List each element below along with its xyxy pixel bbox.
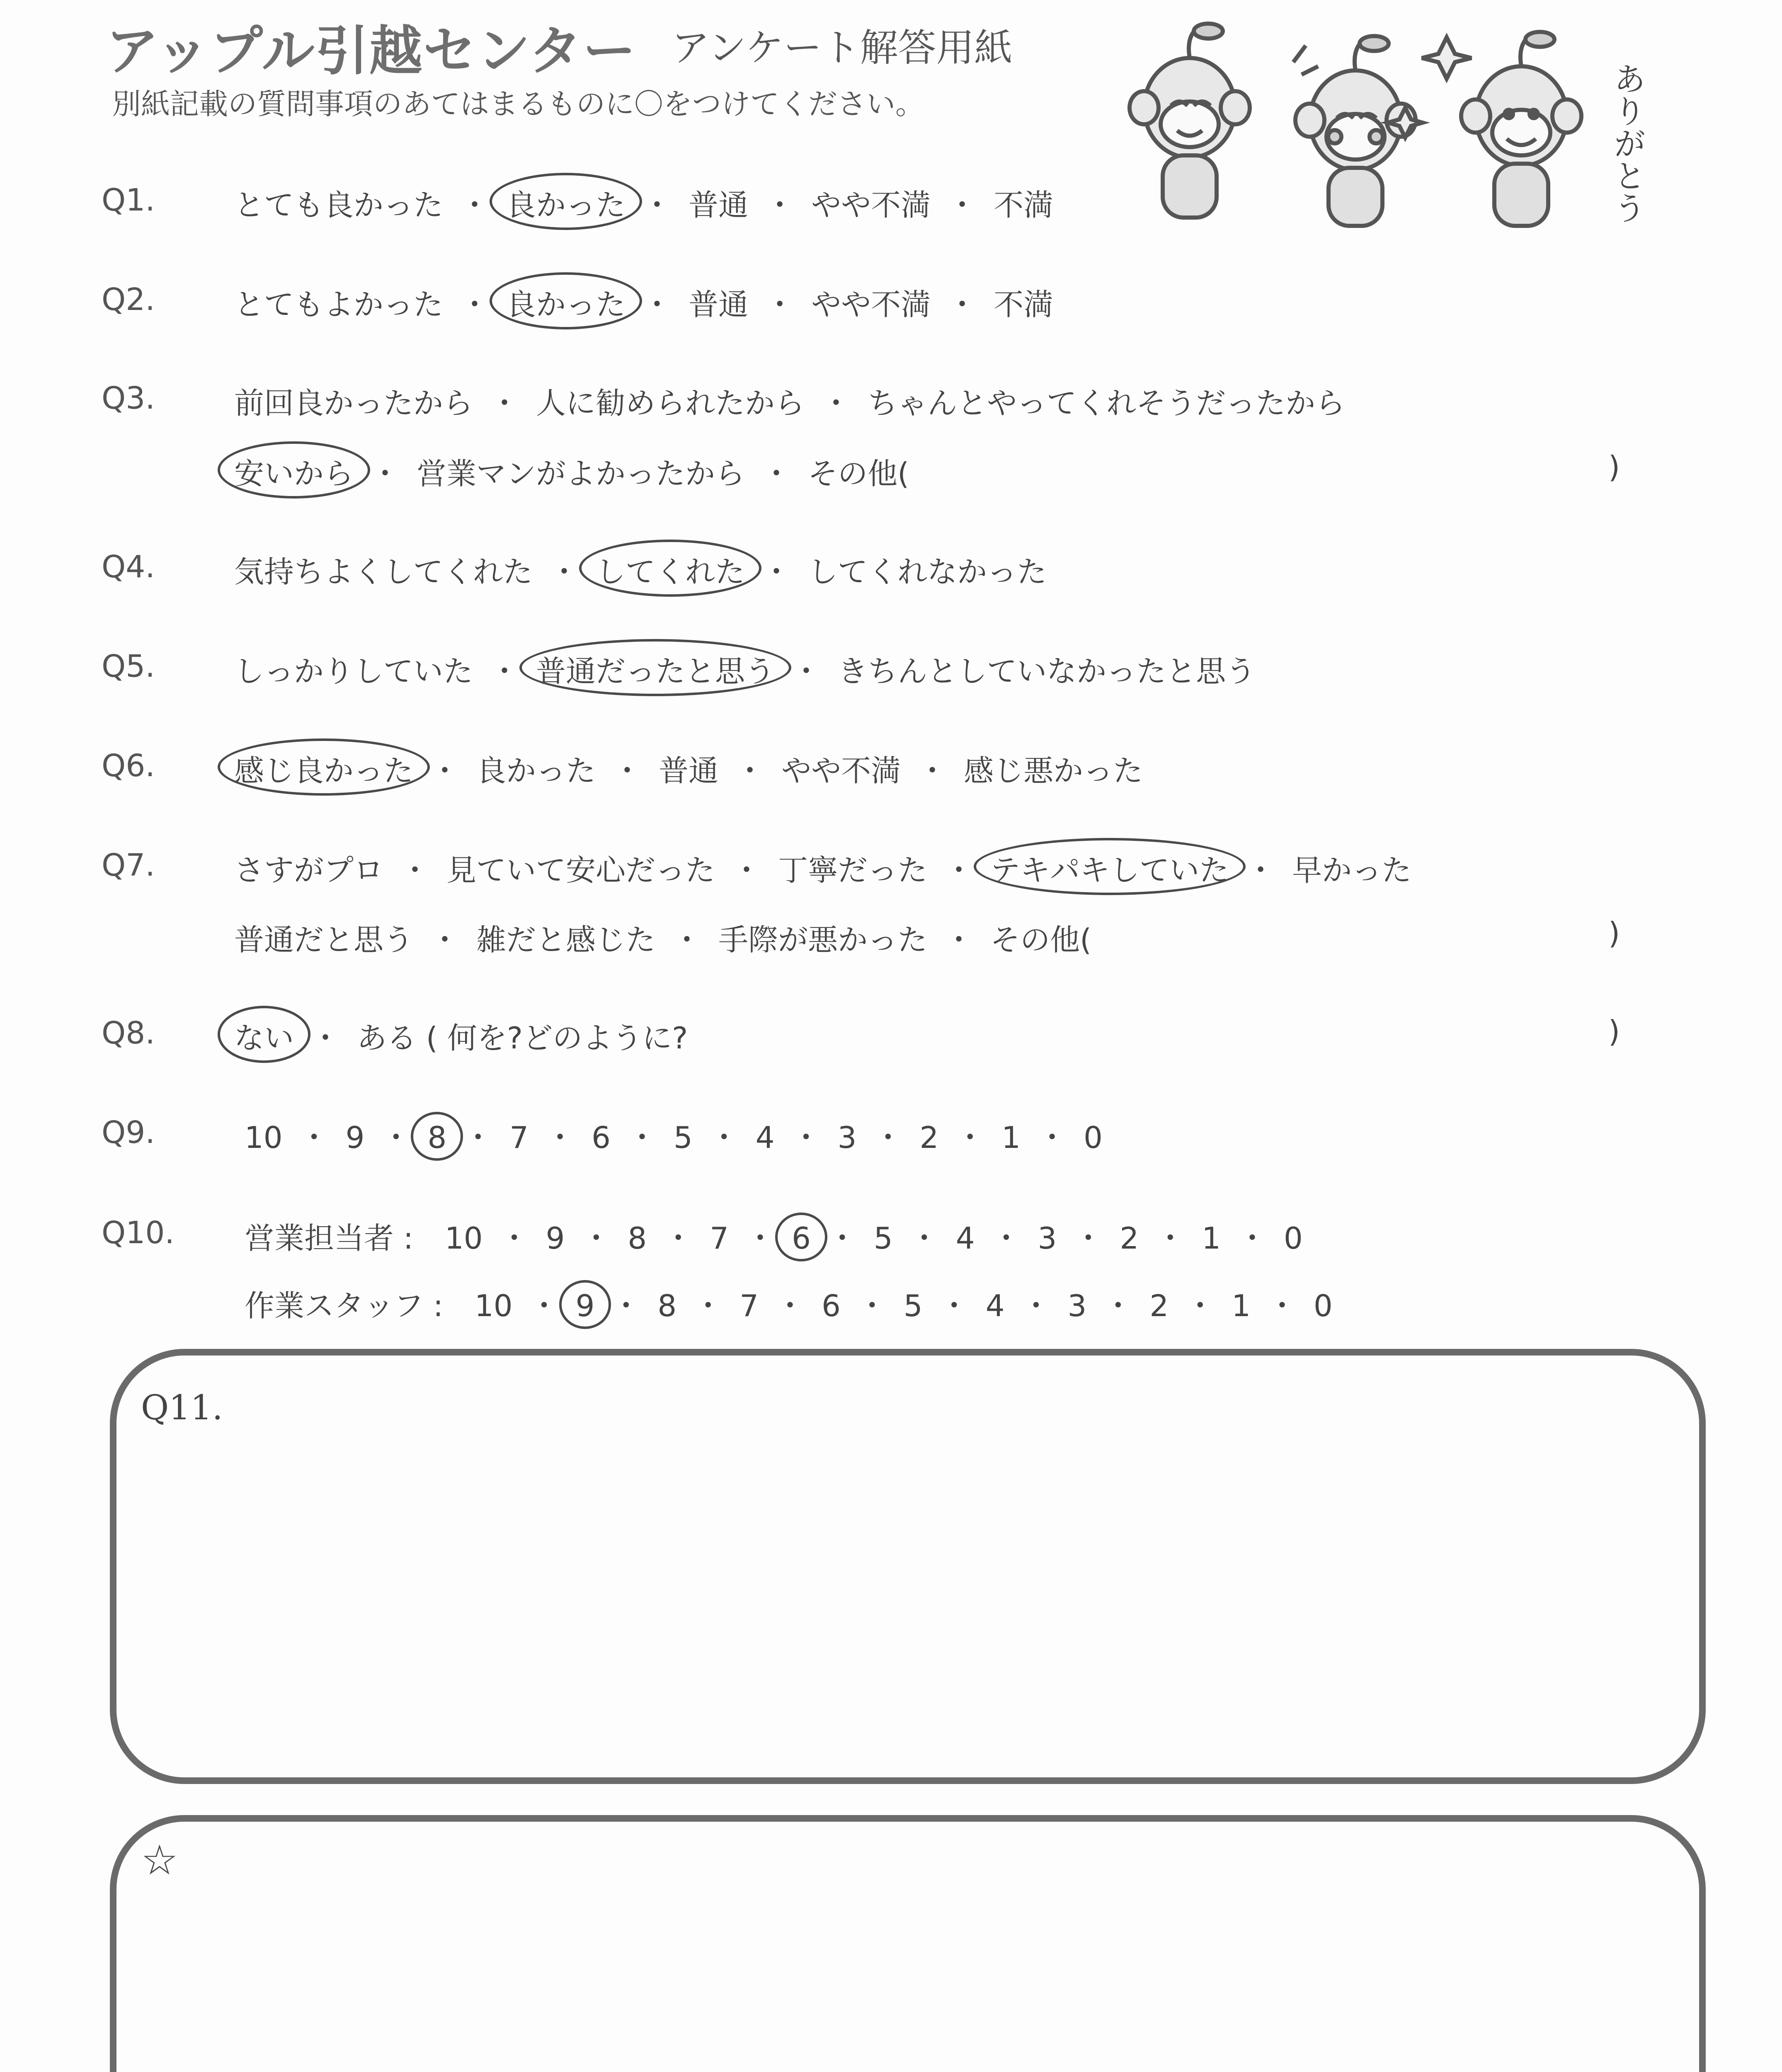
q7-option-6[interactable]: 普通だと思う [234, 922, 414, 957]
q5-label: Q5. [102, 649, 155, 684]
q10-sales-label: 営業担当者 : [245, 1221, 414, 1256]
q10-staff-score-7[interactable]: 7 [739, 1288, 759, 1323]
q1-option-5[interactable]: 不満 [994, 188, 1054, 223]
q10-sales-score-10[interactable]: 10 [444, 1221, 483, 1256]
q3-option-3[interactable]: ちゃんとやってくれそうだったから [868, 386, 1346, 421]
q9-score-5[interactable]: 5 [673, 1120, 693, 1155]
monkey-mascot-3 [1461, 32, 1581, 226]
q9-score-7[interactable]: 7 [509, 1120, 529, 1155]
q10-sales-score-1[interactable]: 1 [1202, 1221, 1221, 1256]
q11-label: Q11. [141, 1388, 223, 1428]
q5-option-3[interactable]: きちんとしていなかったと思う [838, 654, 1256, 689]
q4-options: 気持ちよくしてくれた ・ してくれた ・ してくれなかった [234, 548, 1047, 591]
q10-sales-score-4[interactable]: 4 [955, 1221, 975, 1256]
q10-sales-score-2[interactable]: 2 [1120, 1221, 1139, 1256]
q2-option-5[interactable]: 不満 [994, 287, 1054, 322]
q4-option-1[interactable]: 気持ちよくしてくれた [234, 554, 533, 589]
q8-label: Q8. [102, 1015, 155, 1051]
q4-option-3[interactable]: してくれなかった [808, 554, 1047, 589]
q10-staff-score-10[interactable]: 10 [474, 1288, 513, 1323]
q4-option-2-circled[interactable]: してくれた [596, 548, 745, 591]
q5-option-1[interactable]: しっかりしていた [234, 654, 473, 689]
q9-score-4[interactable]: 4 [755, 1120, 775, 1155]
q6-option-5[interactable]: 感じ悪かった [964, 753, 1143, 788]
q3-options-line-1: 前回良かったから ・ 人に勧められたから ・ ちゃんとやってくれそうだったから [234, 379, 1345, 422]
q3-label: Q3. [102, 380, 155, 416]
q2-option-4[interactable]: やや不満 [811, 287, 931, 322]
q6-option-2[interactable]: 良かった [476, 753, 596, 788]
q7-option-1[interactable]: さすがプロ [234, 853, 384, 888]
q3-options-line-2: 安いから ・ 営業マンがよかったから ・ その他( [234, 450, 909, 493]
q6-option-1-circled[interactable]: 感じ良かった [234, 747, 413, 790]
q10-staff-score-0[interactable]: 0 [1314, 1288, 1333, 1323]
q10-staff-score-1[interactable]: 1 [1232, 1288, 1251, 1323]
q7-options-line-1: さすがプロ ・ 見ていて安心だった ・ 丁寧だった ・ テキパキしていた ・ 早かった [234, 846, 1411, 889]
q6-label: Q6. [102, 748, 155, 784]
q11-comment-box[interactable] [110, 1349, 1706, 1784]
q3-option-2[interactable]: 人に勧められたから [536, 386, 805, 421]
q1-option-1[interactable]: とても良かった [234, 188, 444, 223]
q3-option-other[interactable]: その他( [808, 456, 909, 491]
q7-option-5[interactable]: 早かった [1292, 853, 1412, 888]
q5-options: しっかりしていた ・ 普通だったと思う ・ きちんとしていなかったと思う [234, 647, 1256, 690]
q1-options: とても良かった ・ 良かった ・ 普通 ・ やや不満 ・ 不満 [234, 181, 1053, 224]
monkey-mascot-2 [1295, 36, 1416, 226]
q1-option-4[interactable]: やや不満 [811, 188, 931, 223]
q9-score-1[interactable]: 1 [1001, 1120, 1021, 1155]
q7-option-4-circled[interactable]: テキパキしていた [990, 846, 1229, 889]
q10-sales-row: 営業担当者 : 10 ・ 9 ・ 8 ・ 7 ・ 6 ・ 5 ・ 4 ・ 3 ・ 2 ・ 1 ・ 0 [245, 1214, 1303, 1257]
q7-option-3[interactable]: 丁寧だった [778, 853, 928, 888]
q1-label: Q1. [102, 182, 155, 218]
q8-option-1-circled[interactable]: ない [234, 1014, 294, 1057]
q7-option-other[interactable]: その他( [990, 922, 1092, 957]
q7-label: Q7. [102, 847, 155, 883]
monkey-mascot-1 [1130, 24, 1250, 218]
q2-option-3[interactable]: 普通 [689, 287, 749, 322]
q10-staff-score-6[interactable]: 6 [822, 1288, 841, 1323]
q9-scale: 10 ・ 9 ・ 8 ・ 7 ・ 6 ・ 5 ・ 4 ・ 3 ・ 2 ・ 1 ・ 0 [245, 1120, 1103, 1155]
q10-sales-score-9[interactable]: 9 [546, 1221, 565, 1256]
q9-score-8-circled[interactable]: 8 [427, 1120, 447, 1155]
q7-option-8[interactable]: 手際が悪かった [718, 922, 928, 957]
q10-staff-score-8[interactable]: 8 [657, 1288, 677, 1323]
q6-options: 感じ良かった ・ 良かった ・ 普通 ・ やや不満 ・ 感じ悪かった [234, 747, 1143, 790]
q9-score-0[interactable]: 0 [1084, 1120, 1103, 1155]
q2-options: とてもよかった ・ 良かった ・ 普通 ・ やや不満 ・ 不満 [234, 281, 1053, 324]
star-label: ☆ [141, 1836, 178, 1884]
q10-staff-label: 作業スタッフ : [245, 1288, 444, 1323]
q9-score-10[interactable]: 10 [245, 1120, 283, 1155]
q9-score-2[interactable]: 2 [919, 1120, 939, 1155]
q8-paren-close: ) [1608, 1014, 1620, 1049]
q4-label: Q4. [102, 549, 155, 585]
q10-sales-score-6-circled[interactable]: 6 [792, 1221, 811, 1256]
q2-option-1[interactable]: とてもよかった [234, 287, 444, 322]
q10-staff-score-3[interactable]: 3 [1067, 1288, 1087, 1323]
star-comment-box[interactable] [110, 1815, 1706, 2072]
q3-option-4-circled[interactable]: 安いから [234, 450, 354, 493]
q7-option-2[interactable]: 見ていて安心だった [446, 853, 715, 888]
monkey-mascots-illustration [1119, 12, 1691, 244]
q2-label: Q2. [102, 282, 155, 317]
document-subtitle: アンケート解答用紙 [672, 26, 1013, 70]
q10-staff-score-5[interactable]: 5 [903, 1288, 923, 1323]
q7-option-7[interactable]: 雑だと感じた [476, 922, 656, 957]
q10-sales-score-3[interactable]: 3 [1038, 1221, 1057, 1256]
q1-option-3[interactable]: 普通 [689, 188, 749, 223]
q9-score-9[interactable]: 9 [345, 1120, 365, 1155]
q9-score-6[interactable]: 6 [592, 1120, 611, 1155]
q3-option-1[interactable]: 前回良かったから [234, 386, 473, 421]
q10-sales-score-0[interactable]: 0 [1284, 1221, 1303, 1256]
q10-staff-score-9-circled[interactable]: 9 [575, 1288, 595, 1323]
q7-paren-close: ) [1608, 916, 1620, 951]
thank-you-text: ありがとう [1608, 62, 1646, 224]
q3-option-5[interactable]: 営業マンがよかったから [417, 456, 745, 491]
q10-label: Q10. [102, 1215, 175, 1251]
q8-options: ない ・ ある ( 何を?どのように? [234, 1014, 688, 1057]
q7-options-line-2: 普通だと思う ・ 雑だと感じた ・ 手際が悪かった ・ その他( [234, 916, 1091, 959]
q10-sales-score-7[interactable]: 7 [710, 1221, 729, 1256]
q8-option-2[interactable]: ある ( 何を?どのように? [357, 1021, 688, 1055]
q6-option-4[interactable]: やや不満 [781, 753, 901, 788]
instruction-text: 別紙記載の質問事項のあてはまるものに〇をつけてください。 [112, 87, 924, 121]
q10-staff-score-4[interactable]: 4 [985, 1288, 1005, 1323]
q10-staff-score-2[interactable]: 2 [1149, 1288, 1169, 1323]
q10-sales-score-5[interactable]: 5 [873, 1221, 893, 1256]
q2-option-2-circled[interactable]: 良かった [506, 281, 626, 324]
q9-label: Q9. [102, 1115, 155, 1150]
q5-option-2-circled[interactable]: 普通だったと思う [536, 647, 775, 690]
q9-score-3[interactable]: 3 [837, 1120, 857, 1155]
q10-staff-row: 作業スタッフ : 10 ・ 9 ・ 8 ・ 7 ・ 6 ・ 5 ・ 4 ・ 3 ・ 2 ・ 1 ・ 0 [245, 1282, 1333, 1325]
document-title: アップル引越センター [106, 20, 637, 82]
q6-option-3[interactable]: 普通 [659, 753, 719, 788]
q10-sales-score-8[interactable]: 8 [628, 1221, 647, 1256]
q3-paren-close: ) [1608, 450, 1620, 484]
q1-option-2-circled[interactable]: 良かった [506, 181, 626, 224]
